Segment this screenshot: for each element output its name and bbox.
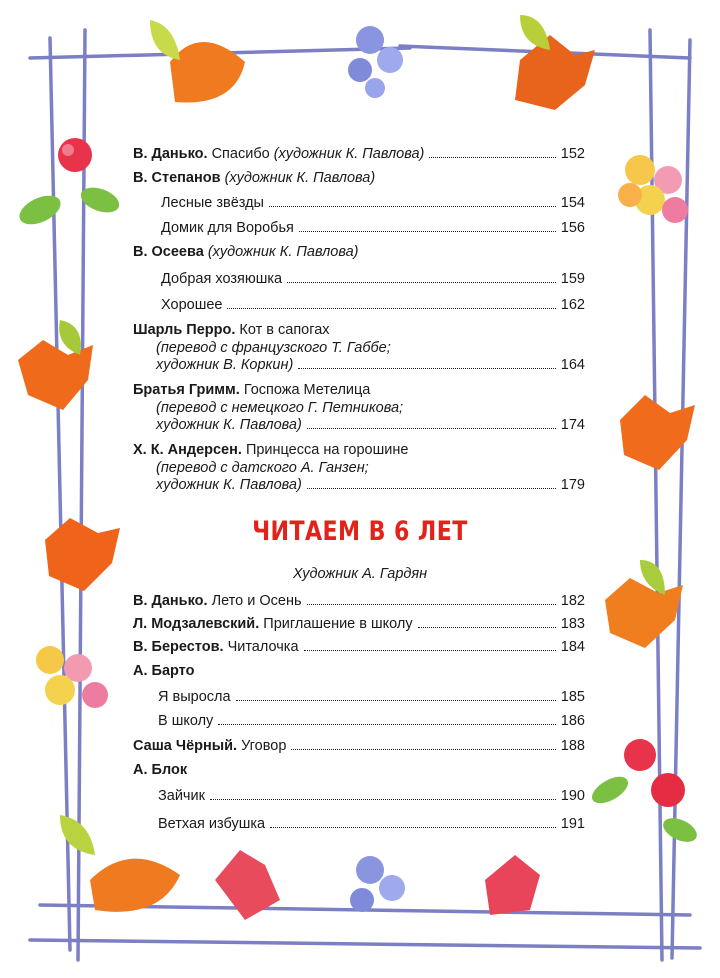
toc-title: Приглашение в школу	[263, 616, 413, 632]
toc-entry-multiline	[133, 322, 330, 338]
toc-title: Принцесса на горошине	[245, 442, 409, 458]
page-number: 190	[560, 788, 585, 804]
toc-author: Л. Модзалевский.	[133, 616, 260, 632]
toc-entry	[161, 271, 585, 287]
page-number: 154	[560, 195, 585, 211]
toc-entry	[161, 297, 585, 313]
toc-author: Саша Чёрный.	[133, 738, 238, 754]
toc-title: Зайчик	[158, 788, 205, 804]
toc-entry	[133, 616, 585, 632]
page-number: 174	[560, 417, 585, 433]
toc-entry	[161, 220, 585, 236]
page-number: 156	[560, 220, 585, 236]
toc-entry	[133, 146, 585, 162]
toc-note: (художник К. Павлова)	[224, 170, 376, 186]
toc-entry-multiline	[133, 382, 370, 398]
toc-entry	[156, 477, 585, 493]
toc-entry	[133, 639, 585, 655]
toc-author-heading	[133, 244, 358, 260]
toc-author: Братья Гримм.	[133, 382, 240, 398]
toc-entry	[133, 593, 585, 609]
toc-title: Кот в сапогах	[239, 322, 330, 338]
toc-note: (перевод с датского А. Ганзен;	[156, 460, 369, 476]
page-number: 186	[560, 713, 585, 729]
page-number: 164	[560, 357, 585, 373]
page-number: 184	[560, 639, 585, 655]
toc-entry	[156, 357, 585, 373]
toc-entry	[158, 816, 585, 832]
toc-author: В. Степанов	[133, 170, 221, 186]
toc-title: Хорошее	[161, 297, 223, 313]
toc-title: Ветхая избушка	[158, 816, 266, 832]
toc-author: В. Данько.	[133, 146, 208, 162]
toc-note: (перевод с французского Т. Габбе;	[156, 340, 391, 356]
page-number: 185	[560, 689, 585, 705]
toc-entry	[133, 738, 585, 754]
toc-entry	[156, 417, 585, 433]
page-number: 191	[560, 816, 585, 832]
toc-note: (художник К. Павлова)	[273, 146, 425, 162]
toc-note: художник К. Павлова)	[156, 417, 302, 433]
toc-title: Спасибо	[211, 146, 270, 162]
page-number: 159	[560, 271, 585, 287]
toc-title: Добрая хозяюшка	[161, 271, 283, 287]
toc-author-heading: А. Блок	[133, 762, 188, 778]
page-number: 188	[560, 738, 585, 754]
toc-author: Х. К. Андерсен.	[133, 442, 242, 458]
toc-title: Я выросла	[158, 689, 231, 705]
toc-author: В. Данько.	[133, 593, 208, 609]
page-number: 162	[560, 297, 585, 313]
toc-entry	[158, 788, 585, 804]
toc-author-heading: А. Барто	[133, 663, 195, 679]
section-illustrator: Художник А. Гардян	[292, 566, 428, 582]
page-number: 183	[560, 616, 585, 632]
toc-entry	[161, 195, 585, 211]
toc-author: В. Берестов.	[133, 639, 224, 655]
toc-author-heading	[133, 170, 375, 186]
toc-title: Лето и Осень	[211, 593, 302, 609]
toc-note: (перевод с немецкого Г. Петникова;	[156, 400, 404, 416]
toc-note: художник В. Коркин)	[156, 357, 294, 373]
toc-note: (художник К. Павлова)	[207, 244, 359, 260]
toc-title: Лесные звёзды	[161, 195, 264, 211]
toc-author: В. Осеева	[133, 244, 204, 260]
toc-entry	[158, 689, 585, 705]
section-heading: ЧИТАЕМ В 6 ЛЕТ	[252, 516, 468, 547]
page-number: 182	[560, 593, 585, 609]
toc-entry	[158, 713, 585, 729]
toc-title: Уговор	[241, 738, 287, 754]
toc-note: художник К. Павлова)	[156, 477, 302, 493]
toc-title: Читалочка	[227, 639, 299, 655]
page-number: 179	[560, 477, 585, 493]
toc-title: Домик для Воробья	[161, 220, 294, 236]
toc-title: Госпожа Метелица	[243, 382, 371, 398]
toc-author: Шарль Перро.	[133, 322, 236, 338]
toc-title: В школу	[158, 713, 214, 729]
toc-entry-multiline	[133, 442, 408, 458]
page-number: 152	[560, 146, 585, 162]
